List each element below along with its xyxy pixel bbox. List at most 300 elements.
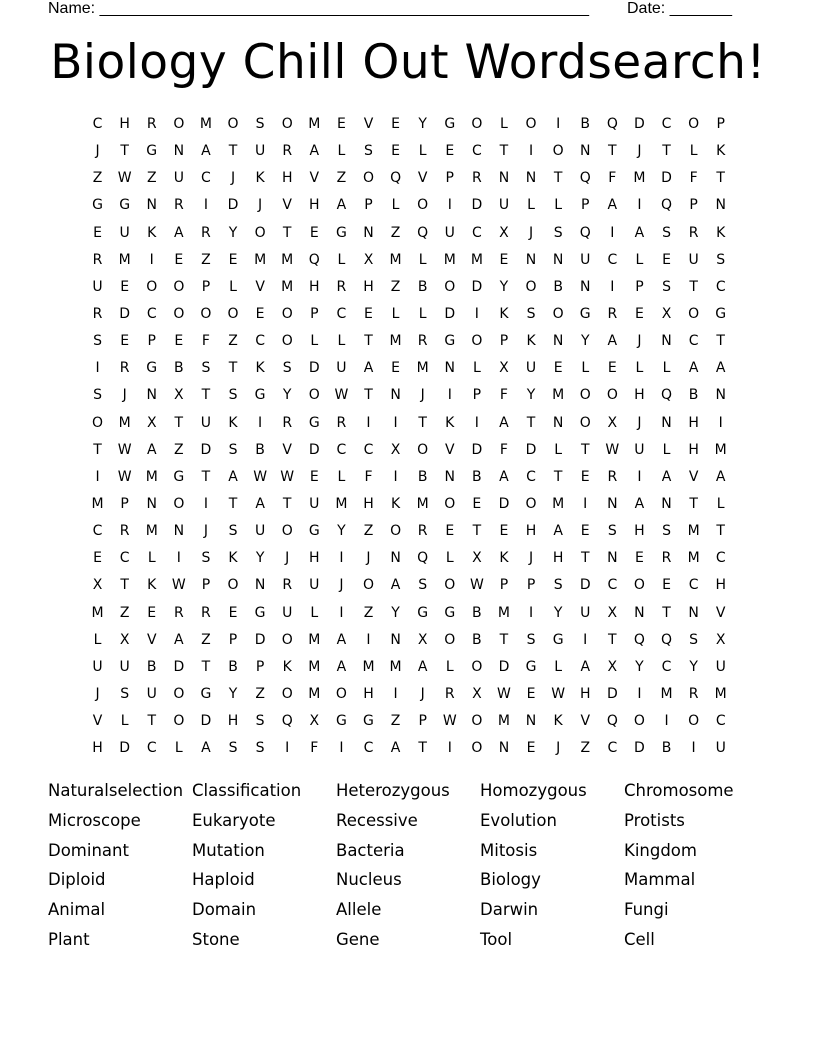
grid-letter: I bbox=[637, 685, 642, 702]
grid-letter: E bbox=[120, 333, 130, 350]
grid-letter: X bbox=[661, 305, 672, 322]
grid-letter: U bbox=[254, 523, 266, 540]
grid-letter: P bbox=[201, 577, 211, 594]
grid-letter: N bbox=[661, 414, 672, 431]
grid-letter: X bbox=[119, 631, 130, 648]
grid-letter: C bbox=[715, 550, 726, 567]
grid-letter: G bbox=[363, 713, 374, 730]
word-list-item: Cell bbox=[624, 929, 655, 949]
grid-letter: P bbox=[499, 333, 509, 350]
grid-letter: Y bbox=[580, 333, 590, 350]
grid-letter: O bbox=[173, 116, 185, 132]
grid-letter: I bbox=[528, 143, 534, 160]
grid-letter: M bbox=[552, 387, 565, 404]
grid-letter: J bbox=[556, 740, 561, 757]
grid-letter: Z bbox=[92, 170, 103, 187]
grid-letter: A bbox=[715, 360, 726, 377]
grid-letter: K bbox=[716, 143, 726, 160]
grid-letter: N bbox=[579, 143, 591, 160]
grid-letter: O bbox=[471, 740, 483, 757]
word-list-item: Nucleus bbox=[336, 870, 402, 890]
grid-letter: H bbox=[309, 197, 320, 214]
grid-letter: U bbox=[309, 577, 320, 594]
grid-letter: O bbox=[552, 143, 564, 160]
grid-letter: P bbox=[499, 577, 509, 594]
grid-letter: A bbox=[174, 224, 184, 241]
grid-letter: I bbox=[610, 224, 615, 241]
grid-letter: D bbox=[308, 441, 320, 458]
grid-letter: D bbox=[200, 713, 212, 730]
grid-letter: R bbox=[688, 224, 699, 241]
grid-letter: O bbox=[552, 305, 564, 322]
grid-letter: R bbox=[471, 170, 482, 187]
grid-letter: R bbox=[336, 278, 347, 295]
grid-letter: B bbox=[417, 278, 428, 295]
grid-letter: D bbox=[471, 197, 483, 214]
grid-letter: L bbox=[581, 360, 590, 377]
grid-letter: S bbox=[255, 740, 265, 757]
grid-letter: E bbox=[553, 360, 563, 377]
grid-letter: W bbox=[280, 468, 295, 485]
grid-letter: C bbox=[607, 577, 618, 594]
grid-letter: W bbox=[469, 577, 484, 594]
grid-letter: D bbox=[471, 278, 483, 295]
grid-letter: V bbox=[688, 468, 699, 485]
word-list-item: Evolution bbox=[480, 810, 557, 830]
grid-letter: O bbox=[579, 414, 591, 431]
grid-letter: J bbox=[285, 550, 290, 567]
grid-letter: F bbox=[364, 468, 373, 485]
grid-letter: C bbox=[201, 170, 211, 187]
grid-letter: L bbox=[120, 713, 129, 730]
word-list-item: Gene bbox=[336, 929, 380, 949]
grid-letter: F bbox=[689, 170, 698, 187]
grid-letter: N bbox=[390, 387, 401, 404]
grid-letter: X bbox=[417, 631, 428, 648]
grid-letter: D bbox=[634, 116, 645, 132]
grid-letter: R bbox=[417, 523, 428, 540]
grid-letter: V bbox=[146, 631, 157, 648]
grid-letter: M bbox=[633, 170, 646, 187]
grid-letter: I bbox=[447, 740, 452, 757]
grid-letter: L bbox=[662, 441, 671, 458]
grid-letter: J bbox=[203, 523, 208, 540]
grid-letter: I bbox=[339, 604, 344, 621]
grid-letter: R bbox=[607, 305, 618, 322]
grid-letter: Q bbox=[661, 387, 673, 404]
grid-letter: Y bbox=[526, 387, 536, 404]
grid-letter: N bbox=[146, 387, 157, 404]
grid-letter: L bbox=[391, 305, 400, 322]
grid-letter: N bbox=[607, 495, 618, 512]
grid-letter: S bbox=[93, 387, 102, 404]
grid-letter: E bbox=[364, 305, 373, 322]
grid-letter: E bbox=[309, 224, 319, 241]
grid-letter: E bbox=[255, 305, 265, 322]
grid-letter: L bbox=[445, 550, 454, 567]
grid-letter: E bbox=[526, 685, 536, 702]
grid-letter: T bbox=[120, 577, 129, 594]
grid-letter: B bbox=[174, 360, 184, 377]
grid-letter: A bbox=[417, 658, 428, 675]
grid-letter: O bbox=[227, 116, 239, 132]
grid-letter: X bbox=[499, 360, 509, 377]
grid-letter: X bbox=[472, 685, 482, 702]
grid-letter: S bbox=[716, 251, 726, 268]
grid-letter: H bbox=[309, 550, 320, 567]
grid-letter: K bbox=[255, 360, 265, 377]
grid-letter: O bbox=[281, 523, 293, 540]
grid-letter: T bbox=[716, 523, 725, 540]
grid-letter: A bbox=[661, 468, 672, 485]
grid-letter: H bbox=[688, 414, 699, 431]
grid-letter: W bbox=[171, 577, 186, 594]
grid-letter: X bbox=[92, 577, 103, 594]
grid-letter: O bbox=[688, 713, 700, 730]
grid-letter: Z bbox=[174, 441, 184, 458]
grid-letter: M bbox=[443, 251, 456, 268]
grid-letter: H bbox=[552, 550, 564, 567]
grid-letter: H bbox=[119, 116, 130, 132]
grid-letter: N bbox=[498, 740, 510, 757]
word-list-item: Tool bbox=[480, 929, 513, 949]
grid-letter: I bbox=[203, 197, 208, 214]
grid-letter: Q bbox=[579, 170, 591, 187]
grid-letter: T bbox=[553, 170, 563, 187]
grid-letter: T bbox=[282, 224, 292, 241]
word-list-item: Mammal bbox=[624, 870, 696, 890]
grid-letter: G bbox=[173, 468, 185, 485]
word-list-item: Homozygous bbox=[480, 781, 587, 800]
grid-letter: E bbox=[174, 333, 184, 350]
grid-letter: M bbox=[281, 278, 294, 295]
grid-letter: F bbox=[310, 740, 319, 757]
grid-letter: M bbox=[145, 468, 158, 485]
grid-letter: O bbox=[525, 116, 537, 132]
grid-letter: L bbox=[310, 604, 319, 621]
grid-letter: L bbox=[93, 631, 102, 648]
grid-letter: Q bbox=[606, 713, 618, 730]
grid-letter: U bbox=[525, 360, 537, 377]
grid-letter: O bbox=[281, 333, 293, 350]
grid-letter: R bbox=[173, 604, 184, 621]
grid-letter: Y bbox=[391, 604, 400, 621]
grid-letter: L bbox=[635, 360, 644, 377]
grid-letter: O bbox=[92, 414, 104, 431]
grid-letter: U bbox=[634, 441, 645, 458]
grid-letter: B bbox=[146, 658, 157, 675]
grid-letter: D bbox=[579, 577, 591, 594]
grid-letter: T bbox=[553, 468, 563, 485]
grid-letter: I bbox=[637, 468, 642, 485]
grid-letter: X bbox=[472, 550, 482, 567]
grid-letter: L bbox=[635, 251, 644, 268]
grid-letter: O bbox=[633, 577, 645, 594]
grid-letter: Q bbox=[579, 224, 591, 241]
grid-letter: Z bbox=[255, 685, 265, 702]
word-list-item: Animal bbox=[48, 900, 106, 920]
grid-letter: G bbox=[444, 116, 456, 132]
grid-letter: O bbox=[633, 713, 645, 730]
grid-letter: C bbox=[715, 278, 726, 295]
grid-letter: I bbox=[95, 360, 100, 377]
grid-letter: E bbox=[391, 116, 400, 132]
grid-letter: C bbox=[661, 658, 672, 675]
grid-letter: O bbox=[362, 577, 374, 594]
grid-letter: U bbox=[715, 740, 726, 757]
grid-letter: A bbox=[580, 658, 591, 675]
grid-letter: H bbox=[525, 523, 537, 540]
grid-letter: G bbox=[525, 658, 537, 675]
grid-letter: Q bbox=[390, 170, 402, 187]
grid-letter: H bbox=[363, 495, 374, 512]
grid-letter: Y bbox=[499, 278, 509, 295]
grid-letter: J bbox=[637, 143, 642, 160]
grid-letter: S bbox=[526, 305, 536, 322]
grid-letter: E bbox=[93, 224, 102, 241]
grid-letter: L bbox=[445, 658, 454, 675]
grid-letter: O bbox=[200, 305, 212, 322]
grid-letter: O bbox=[444, 495, 456, 512]
grid-letter: B bbox=[255, 441, 265, 458]
grid-letter: A bbox=[634, 224, 645, 241]
grid-letter: U bbox=[173, 170, 184, 187]
grid-letter: N bbox=[146, 197, 157, 214]
grid-letter: O bbox=[173, 713, 185, 730]
grid-letter: O bbox=[254, 224, 266, 241]
grid-letter: U bbox=[309, 495, 320, 512]
grid-letter: Q bbox=[633, 631, 645, 648]
grid-letter: N bbox=[661, 333, 672, 350]
grid-letter: G bbox=[335, 713, 347, 730]
grid-letter: B bbox=[472, 604, 482, 621]
grid-letter: R bbox=[282, 577, 293, 594]
grid-letter: G bbox=[254, 604, 266, 621]
grid-letter: O bbox=[579, 387, 591, 404]
grid-letter: M bbox=[118, 414, 131, 431]
grid-letter: V bbox=[92, 713, 103, 730]
grid-letter: C bbox=[92, 523, 103, 540]
grid-letter: D bbox=[200, 441, 212, 458]
grid-letter: N bbox=[688, 604, 699, 621]
grid-letter: E bbox=[662, 251, 671, 268]
grid-letter: H bbox=[281, 170, 293, 187]
grid-letter: U bbox=[92, 278, 103, 295]
grid-letter: T bbox=[716, 333, 725, 350]
grid-letter: E bbox=[391, 360, 400, 377]
grid-letter: S bbox=[201, 360, 211, 377]
grid-letter: T bbox=[418, 740, 427, 757]
grid-letter: K bbox=[390, 495, 401, 512]
grid-letter: T bbox=[174, 414, 184, 431]
grid-letter: T bbox=[580, 441, 590, 458]
grid-letter: S bbox=[228, 387, 238, 404]
grid-letter: O bbox=[471, 658, 483, 675]
grid-letter: O bbox=[281, 631, 293, 648]
grid-letter: D bbox=[606, 685, 618, 702]
grid-letter: N bbox=[146, 495, 157, 512]
grid-letter: T bbox=[499, 143, 509, 160]
grid-letter: L bbox=[662, 360, 671, 377]
grid-letter: H bbox=[634, 387, 645, 404]
grid-letter: I bbox=[637, 197, 642, 214]
word-list bbox=[48, 777, 768, 956]
grid-letter: S bbox=[662, 278, 671, 295]
grid-letter: R bbox=[119, 360, 130, 377]
grid-letter: O bbox=[471, 333, 483, 350]
grid-letter: P bbox=[418, 713, 427, 730]
grid-letter: G bbox=[254, 387, 266, 404]
grid-letter: A bbox=[146, 441, 157, 458]
word-list-item: Stone bbox=[192, 929, 240, 949]
grid-letter: G bbox=[444, 604, 456, 621]
grid-letter: J bbox=[366, 550, 371, 567]
grid-letter: O bbox=[362, 170, 374, 187]
grid-letter: G bbox=[146, 143, 158, 160]
grid-letter: I bbox=[691, 740, 696, 757]
grid-letter: G bbox=[335, 224, 347, 241]
grid-letter: L bbox=[337, 143, 346, 160]
grid-letter: E bbox=[445, 143, 455, 160]
grid-letter: P bbox=[120, 495, 129, 512]
grid-letter: L bbox=[689, 143, 698, 160]
grid-letter: L bbox=[310, 333, 319, 350]
grid-letter: Y bbox=[255, 550, 265, 567]
grid-letter: Q bbox=[661, 631, 673, 648]
grid-letter: E bbox=[580, 468, 590, 485]
grid-letter: C bbox=[471, 143, 482, 160]
grid-letter: O bbox=[281, 685, 293, 702]
grid-letter: A bbox=[309, 143, 320, 160]
grid-letter: M bbox=[470, 251, 483, 268]
grid-letter: M bbox=[497, 713, 510, 730]
grid-letter: T bbox=[608, 631, 617, 648]
grid-letter: P bbox=[310, 305, 319, 322]
grid-letter: A bbox=[715, 468, 726, 485]
grid-letter: D bbox=[119, 740, 131, 757]
grid-letter: O bbox=[173, 305, 185, 322]
grid-letter: P bbox=[255, 658, 265, 675]
grid-letter: S bbox=[93, 333, 102, 350]
grid-letter: V bbox=[282, 441, 292, 458]
grid-letter: Y bbox=[635, 658, 644, 675]
grid-letter: N bbox=[173, 143, 185, 160]
grid-letter: R bbox=[607, 468, 618, 485]
grid-letter: J bbox=[637, 333, 642, 350]
grid-letter: O bbox=[173, 495, 185, 512]
page-title: Biology Chill Out Wordsearch! bbox=[50, 35, 766, 90]
grid-letter: K bbox=[228, 414, 238, 431]
grid-letter: I bbox=[149, 251, 154, 268]
word-list-item: Mutation bbox=[192, 840, 265, 860]
grid-letter: R bbox=[661, 550, 672, 567]
grid-letter: S bbox=[662, 224, 671, 241]
grid-letter: P bbox=[472, 387, 482, 404]
grid-letter: H bbox=[92, 740, 103, 757]
grid-letter: O bbox=[471, 713, 483, 730]
grid-letter: K bbox=[255, 170, 265, 187]
grid-letter: C bbox=[715, 713, 726, 730]
grid-letter: O bbox=[444, 631, 456, 648]
grid-letter: N bbox=[552, 414, 564, 431]
name-field-label: Name: _______________________________________________________ bbox=[48, 0, 589, 17]
word-list-item: Fungi bbox=[624, 900, 669, 920]
grid-letter: Z bbox=[119, 604, 130, 621]
grid-letter: L bbox=[500, 116, 508, 132]
grid-letter: E bbox=[228, 604, 238, 621]
grid-letter: D bbox=[471, 441, 483, 458]
grid-letter: X bbox=[607, 414, 618, 431]
grid-letter: E bbox=[580, 523, 590, 540]
grid-letter: D bbox=[173, 658, 185, 675]
grid-letter: N bbox=[579, 278, 591, 295]
grid-letter: T bbox=[201, 387, 211, 404]
grid-letter: I bbox=[718, 414, 723, 431]
word-list-item: Classification bbox=[192, 781, 302, 800]
grid-letter: Z bbox=[390, 278, 401, 295]
grid-letter: T bbox=[147, 713, 157, 730]
grid-letter: T bbox=[689, 278, 698, 295]
grid-letter: M bbox=[308, 631, 321, 648]
grid-letter: I bbox=[610, 278, 615, 295]
grid-letter: A bbox=[201, 143, 211, 160]
grid-letter: K bbox=[228, 550, 238, 567]
grid-letter: C bbox=[119, 550, 130, 567]
grid-letter: T bbox=[228, 360, 238, 377]
grid-letter: I bbox=[447, 387, 452, 404]
grid-letter: T bbox=[228, 143, 238, 160]
grid-letter: U bbox=[444, 224, 455, 241]
grid-letter: N bbox=[444, 468, 455, 485]
grid-letter: M bbox=[714, 441, 727, 458]
grid-letter: E bbox=[391, 143, 400, 160]
grid-letter: D bbox=[661, 170, 672, 187]
grid-letter: R bbox=[92, 251, 103, 268]
grid-letter: G bbox=[92, 197, 103, 214]
grid-letter: A bbox=[363, 360, 374, 377]
grid-letter: D bbox=[634, 740, 645, 757]
grid-letter: H bbox=[688, 441, 699, 458]
grid-letter: I bbox=[474, 305, 479, 322]
grid-letter: O bbox=[606, 387, 618, 404]
grid-letter: M bbox=[687, 550, 700, 567]
grid-letter: O bbox=[227, 577, 239, 594]
grid-letter: A bbox=[174, 631, 184, 648]
grid-letter: L bbox=[174, 740, 183, 757]
grid-letter: A bbox=[336, 631, 347, 648]
grid-letter: A bbox=[688, 360, 699, 377]
word-list-item: Eukaryote bbox=[192, 810, 276, 830]
grid-letter: W bbox=[117, 170, 132, 187]
grid-letter: O bbox=[146, 278, 158, 295]
grid-letter: L bbox=[418, 143, 427, 160]
grid-letter: M bbox=[91, 495, 104, 512]
grid-letter: S bbox=[526, 631, 536, 648]
grid-letter: U bbox=[92, 658, 103, 675]
grid-letter: L bbox=[337, 468, 346, 485]
grid-letter: T bbox=[120, 143, 129, 160]
grid-letter: B bbox=[553, 278, 563, 295]
grid-letter: I bbox=[583, 495, 588, 512]
grid-letter: G bbox=[552, 631, 564, 648]
grid-letter: N bbox=[715, 197, 726, 214]
grid-letter: B bbox=[472, 631, 482, 648]
grid-letter: S bbox=[282, 360, 292, 377]
grid-letter: D bbox=[227, 197, 239, 214]
grid-letter: M bbox=[145, 523, 158, 540]
grid-letter: X bbox=[715, 631, 726, 648]
grid-letter: B bbox=[688, 387, 699, 404]
